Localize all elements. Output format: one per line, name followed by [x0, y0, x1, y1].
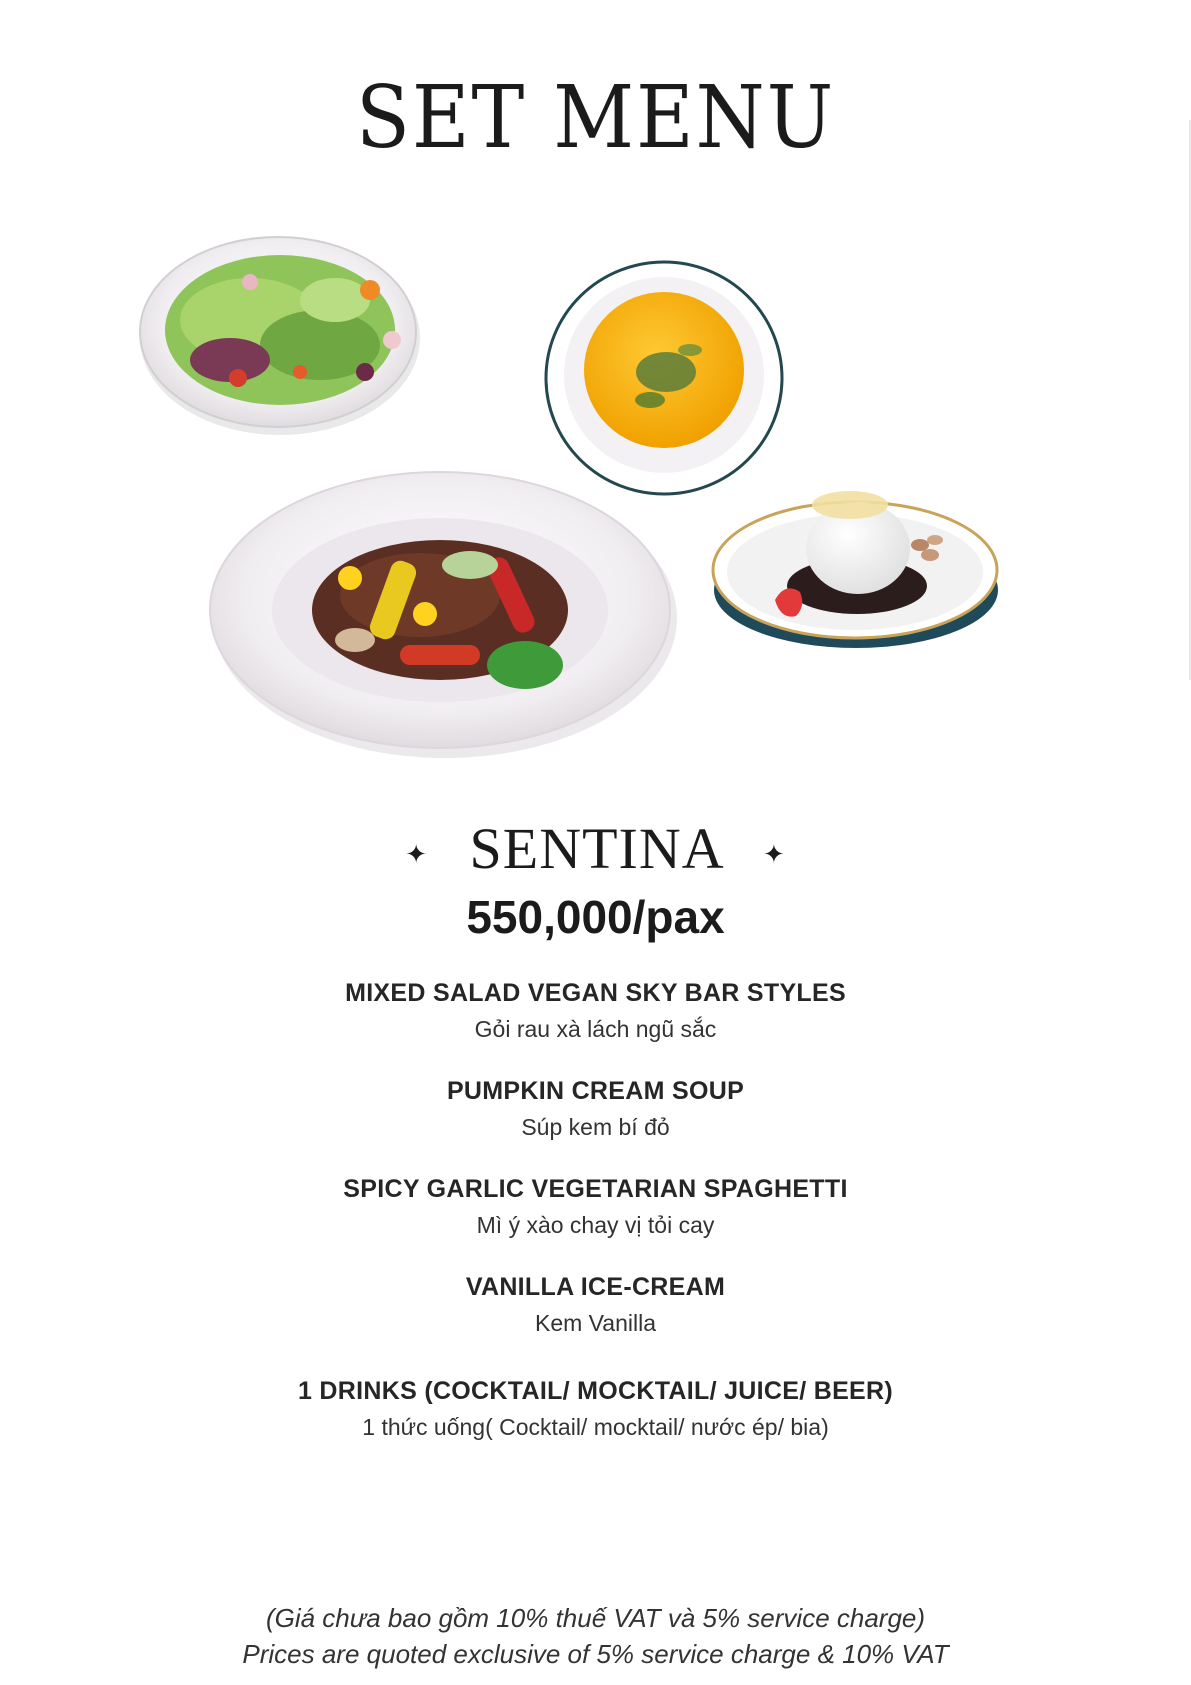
set-name [0, 815, 1191, 882]
menu-items [0, 975, 1191, 1445]
menu-item-name: MIXED SALAD VEGAN SKY BAR STYLES [345, 979, 846, 1007]
salad-dish [140, 237, 420, 435]
menu-item-vietnamese: Gỏi rau xà lách ngũ sắc [474, 1016, 717, 1042]
menu-item-name: 1 DRINKS (COCKTAIL/ MOCKTAIL/ JUICE/ BEER) [297, 1377, 893, 1405]
soup-dish [546, 262, 782, 494]
set-price: 550,000/pax [466, 891, 725, 943]
menu-item-name: SPICY GARLIC VEGETARIAN SPAGHETTI [343, 1175, 848, 1203]
menu-item-name: VANILLA ICE-CREAM [465, 1273, 726, 1301]
menu-item-vietnamese: Súp kem bí đỏ [521, 1114, 670, 1140]
menu-item [0, 975, 1191, 1047]
price-note-english: Prices are quoted exclusive of 5% service charge & 10% VAT [242, 1639, 949, 1669]
menu-item [0, 1073, 1191, 1145]
sparkle-right-icon: ✦ [762, 839, 786, 869]
menu-item-vietnamese: Kem Vanilla [534, 1310, 657, 1336]
set-name-text: SENTINA [469, 816, 722, 881]
menu-item-vietnamese: Mì ý xào chay vị tỏi cay [476, 1212, 715, 1238]
menu-item-vietnamese: 1 thức uống( Cocktail/ mocktail/ nước ép/ bia) [362, 1414, 829, 1440]
spaghetti-dish [210, 472, 677, 758]
menu-item [0, 1269, 1191, 1341]
sparkle-left-icon: ✦ [405, 839, 429, 869]
menu-item-name: PUMPKIN CREAM SOUP [446, 1077, 745, 1105]
page-title: SET MENU [355, 68, 836, 168]
price-note-vietnamese: (Giá chưa bao gồm 10% thuế VAT và 5% service charge) [265, 1603, 926, 1633]
menu-item [0, 1171, 1191, 1243]
price-note [0, 1600, 1191, 1672]
food-photos-illustration [0, 0, 1191, 760]
menu-item [0, 1373, 1191, 1445]
ice-cream-dish [713, 491, 998, 648]
